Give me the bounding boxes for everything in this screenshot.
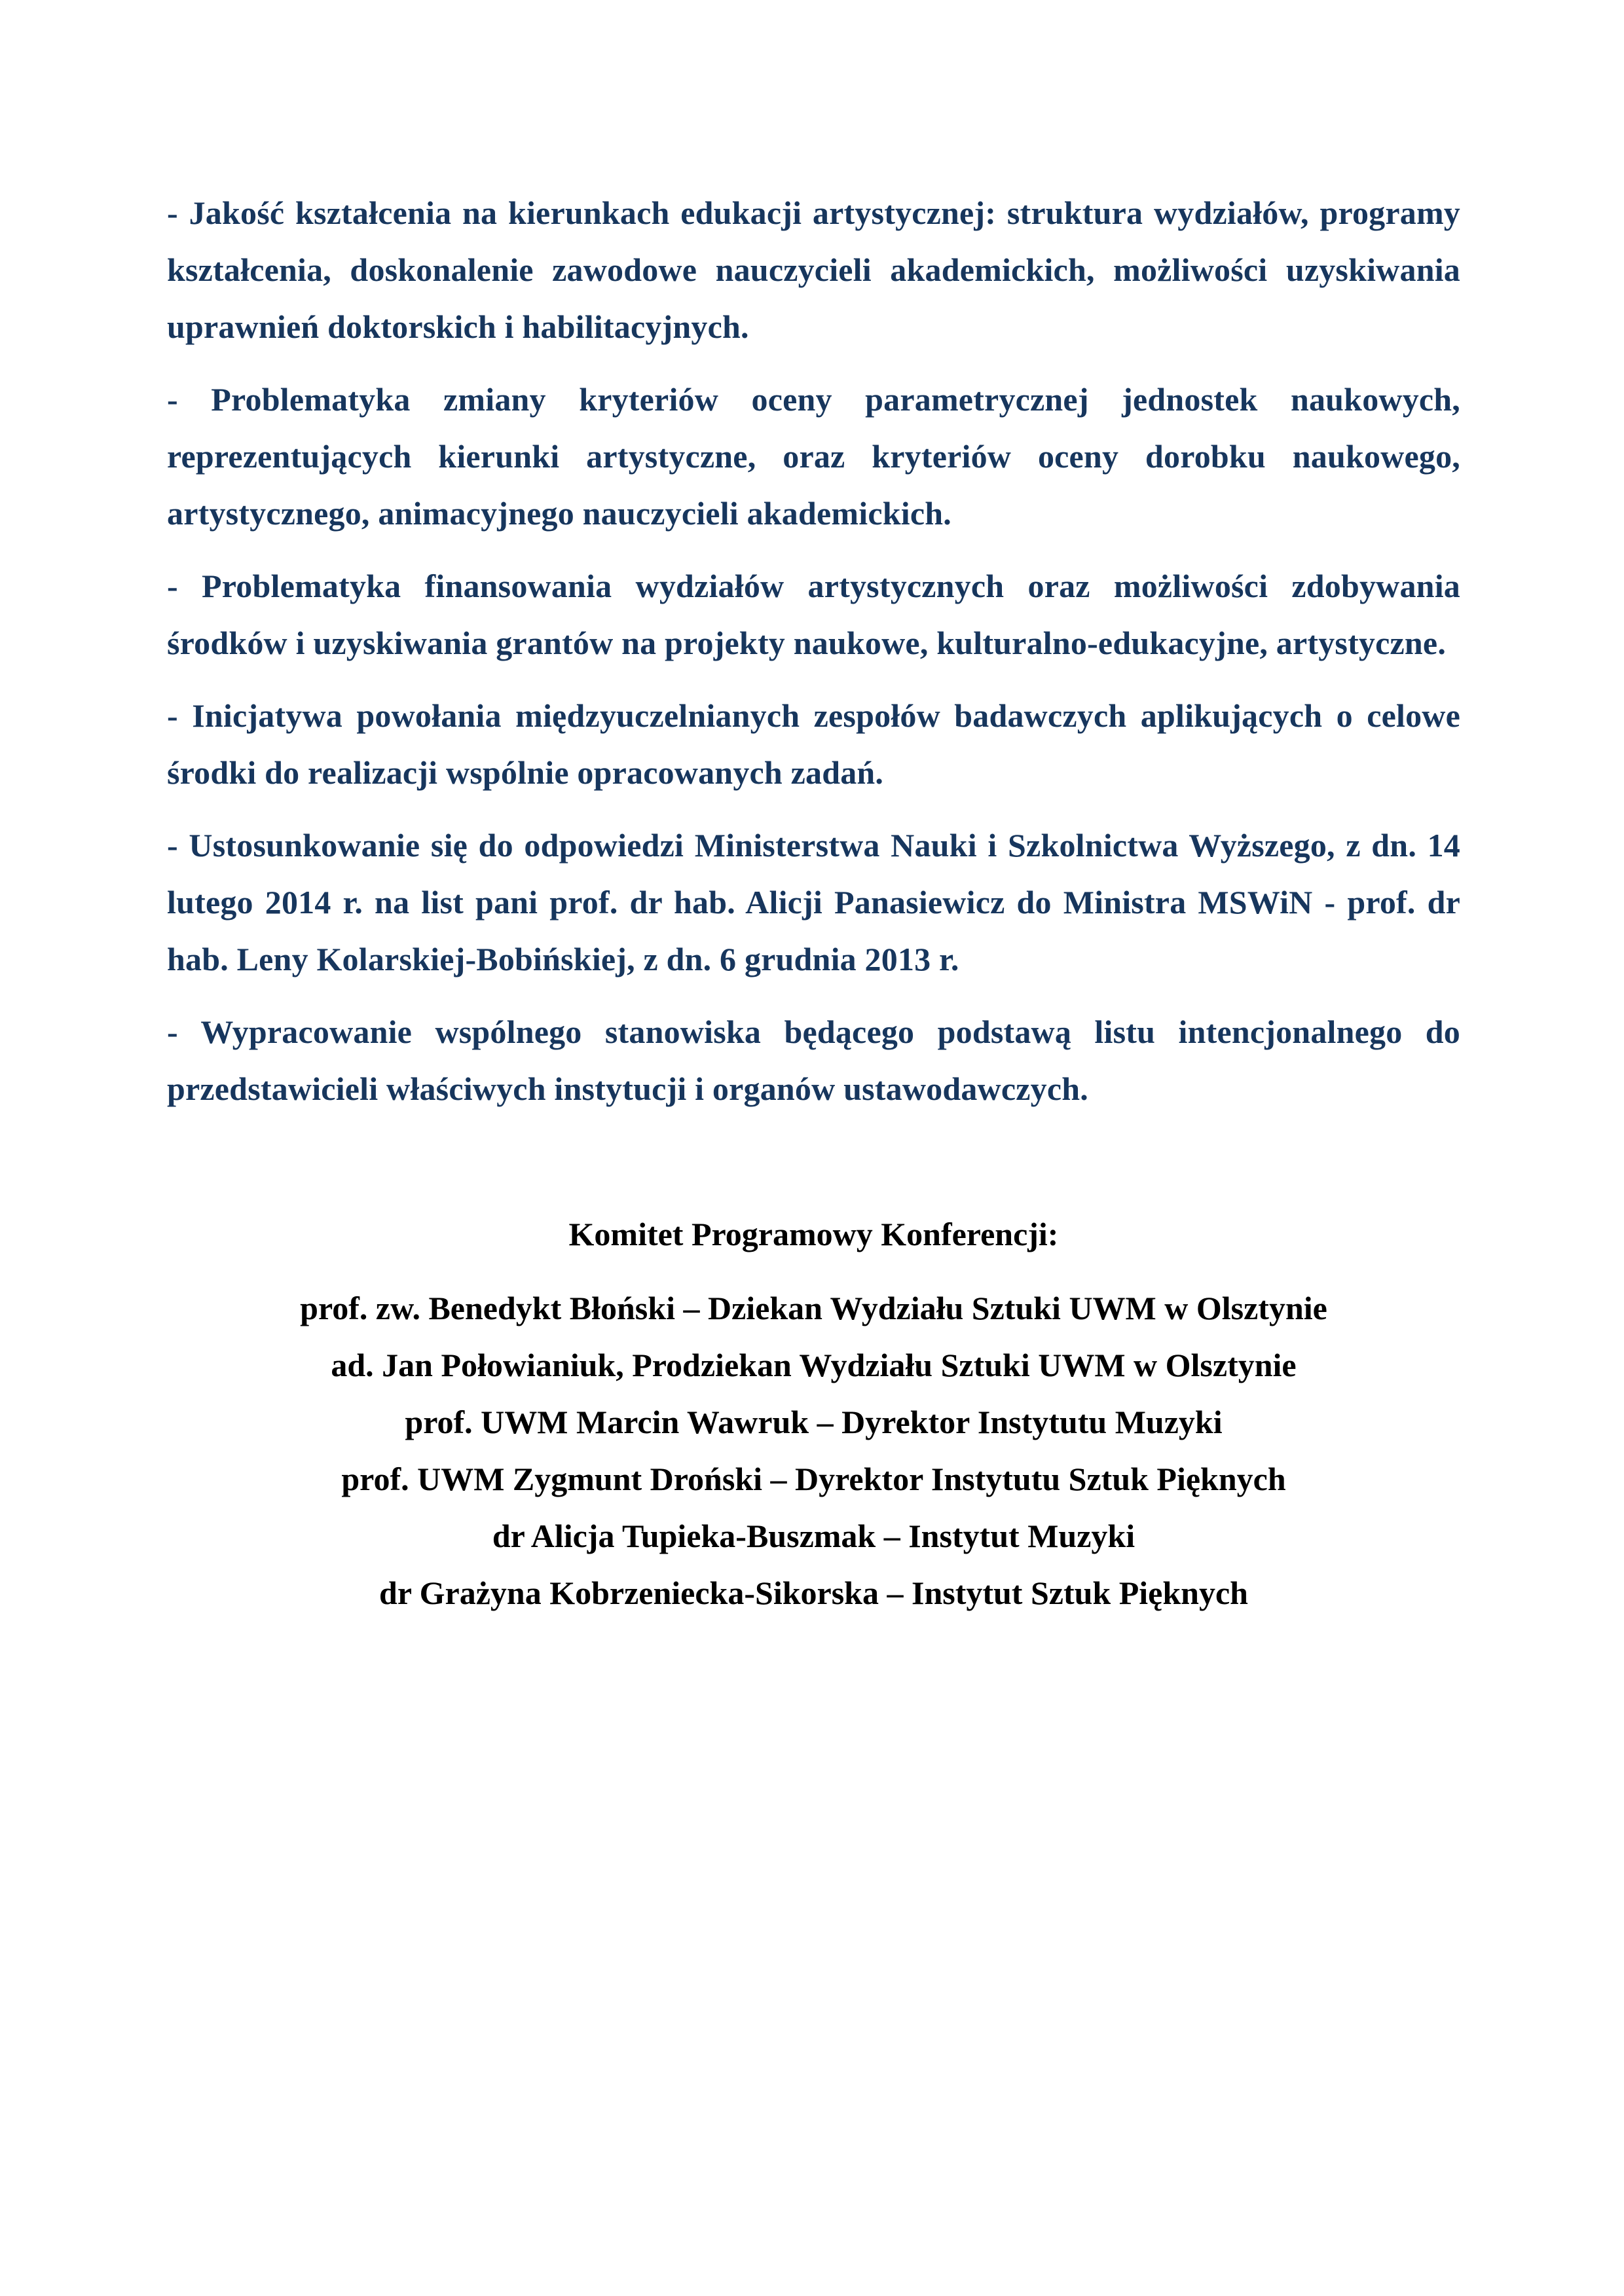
- committee-heading: Komitet Programowy Konferencji:: [568, 1216, 1059, 1252]
- committee-member: ad. Jan Połowianiuk, Prodziekan Wydziału Sztuki UWM w Olsztynie: [331, 1347, 1297, 1383]
- agenda-item-ministry-response: - Ustosunkowanie się do odpowiedzi Ministerstwa Nauki i Szkolnictwa Wyższego, z dn. 14 lutego 2014 r. na list pani prof. dr hab. Alicji Panasiewicz do Ministra MSWiN - prof. dr hab. Leny Kolarskiej-Bobińskiej, z dn. 6 grudnia 2013 r.: [167, 827, 1460, 977]
- committee-member: prof. zw. Benedykt Błoński – Dziekan Wydziału Sztuki UWM w Olsztynie: [300, 1290, 1327, 1326]
- agenda-item-quality: - Jakość kształcenia na kierunkach edukacji artystycznej: struktura wydziałów, programy kształcenia, doskonalenie zawodowe nauczycieli akademickich, możliwości uzyskiwania uprawnień doktorskich i habilitacyjnych.: [167, 194, 1460, 345]
- agenda-item-financing: - Problematyka finansowania wydziałów artystycznych oraz możliwości zdobywania środków i uzyskiwania grantów na projekty naukowe, kulturalno-edukacyjne, artystyczne.: [167, 568, 1460, 661]
- committee-member: prof. UWM Marcin Wawruk – Dyrektor Instytutu Muzyki: [405, 1404, 1223, 1440]
- committee-list: [167, 1280, 1460, 1622]
- agenda-item-initiative: - Inicjatywa powołania międzyuczelnianych zespołów badawczych aplikujących o celowe środki do realizacji wspólnie opracowanych zadań.: [167, 697, 1460, 791]
- committee-member: dr Grażyna Kobrzeniecka-Sikorska – Instytut Sztuk Pięknych: [379, 1575, 1248, 1611]
- committee-member: dr Alicja Tupieka-Buszmak – Instytut Muzyki: [492, 1518, 1135, 1554]
- committee-member: prof. UWM Zygmunt Droński – Dyrektor Instytutu Sztuk Pięknych: [341, 1461, 1286, 1497]
- agenda-item-joint-position: - Wypracowanie wspólnego stanowiska będącego podstawą listu intencjonalnego do przedstawicieli właściwych instytucji i organów ustawodawczych.: [167, 1013, 1460, 1107]
- agenda-item-criteria: - Problematyka zmiany kryteriów oceny parametrycznej jednostek naukowych, reprezentujących kierunki artystyczne, oraz kryteriów oceny dorobku naukowego, artystycznego, animacyjnego nauczycieli akademickich.: [167, 381, 1460, 532]
